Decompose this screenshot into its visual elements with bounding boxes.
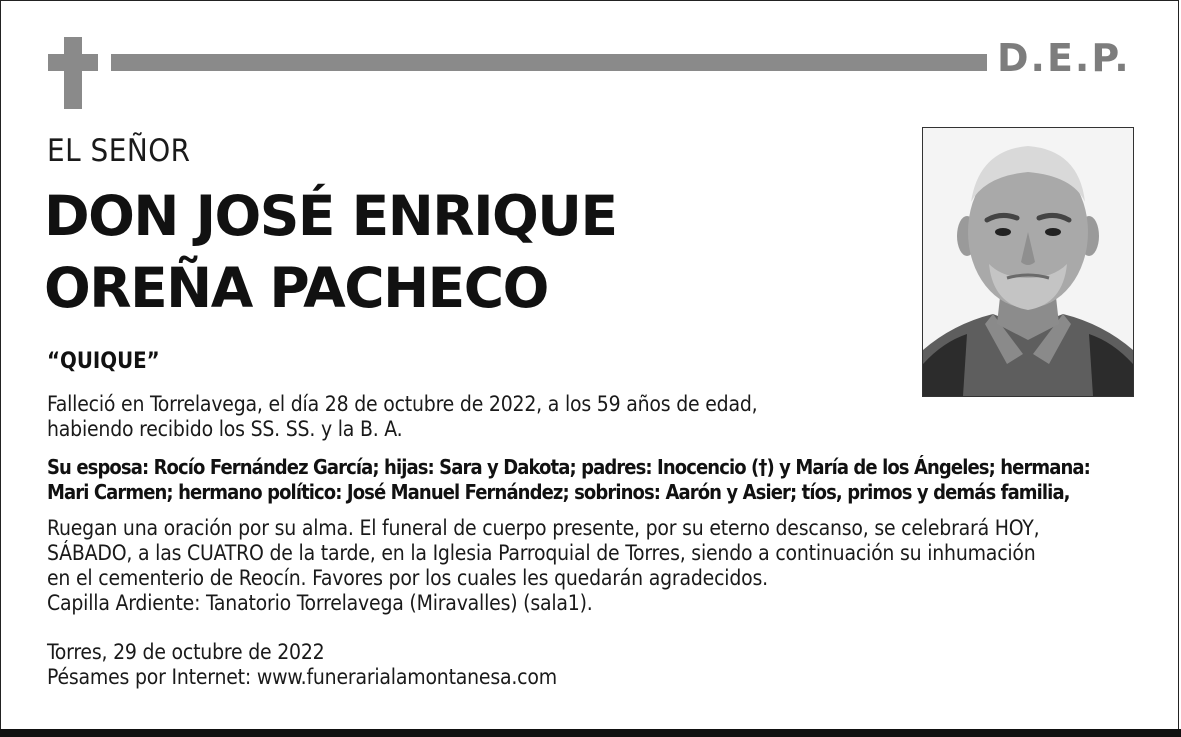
honorific-prefix: EL SEÑOR [47,133,191,169]
funeral-line: en el cementerio de Reocín. Favores por los cuales les quedarán agradecidos. [47,566,768,590]
deceased-alias: “QUIQUE” [47,349,160,374]
cross-icon-bar [48,54,98,71]
place-date: Torres, 29 de octubre de 2022 [47,640,325,664]
funeral-line: SÁBADO, a las CUATRO de la tarde, en la Iglesia Parroquial de Torres, siendo a continuación su inhumación [47,541,1036,565]
funeral-line: Capilla Ardiente: Tanatorio Torrelavega (Miravalles) (sala1). [47,591,593,615]
funeral-line: Ruegan una oración por su alma. El funeral de cuerpo presente, por su eterno descanso, se celebrará HOY, [47,516,1040,540]
header-rule [111,54,987,71]
footer-info [47,640,557,690]
dep-label: D.E.P. [997,36,1131,80]
family-list [47,455,1090,505]
bottom-rule [0,729,1181,737]
death-notice-line: Falleció en Torrelavega, el día 28 de octubre de 2022, a los 59 años de edad, [47,392,758,416]
family-line: Mari Carmen; hermano político: José Manuel Fernández; sobrinos: Aarón y Asier; tíos, primos y demás familia, [47,480,1070,504]
death-notice [47,392,757,442]
condolences-website: Pésames por Internet: www.funerarialamontanesa.com [47,665,557,689]
deceased-name-line2: OREÑA PACHECO [44,256,548,320]
portrait-icon [923,128,1133,396]
cross-icon [64,37,82,109]
portrait-photo [922,127,1134,397]
deceased-name [44,180,617,324]
death-notice-line: habiendo recibido los SS. SS. y la B. A. [47,417,403,441]
funeral-details [47,516,1039,616]
family-line: Su esposa: Rocío Fernández García; hijas: Sara y Dakota; padres: Inocencio (†) y María de los Ángeles; hermana: [47,455,1090,479]
deceased-name-line1: DON JOSÉ ENRIQUE [44,184,617,248]
